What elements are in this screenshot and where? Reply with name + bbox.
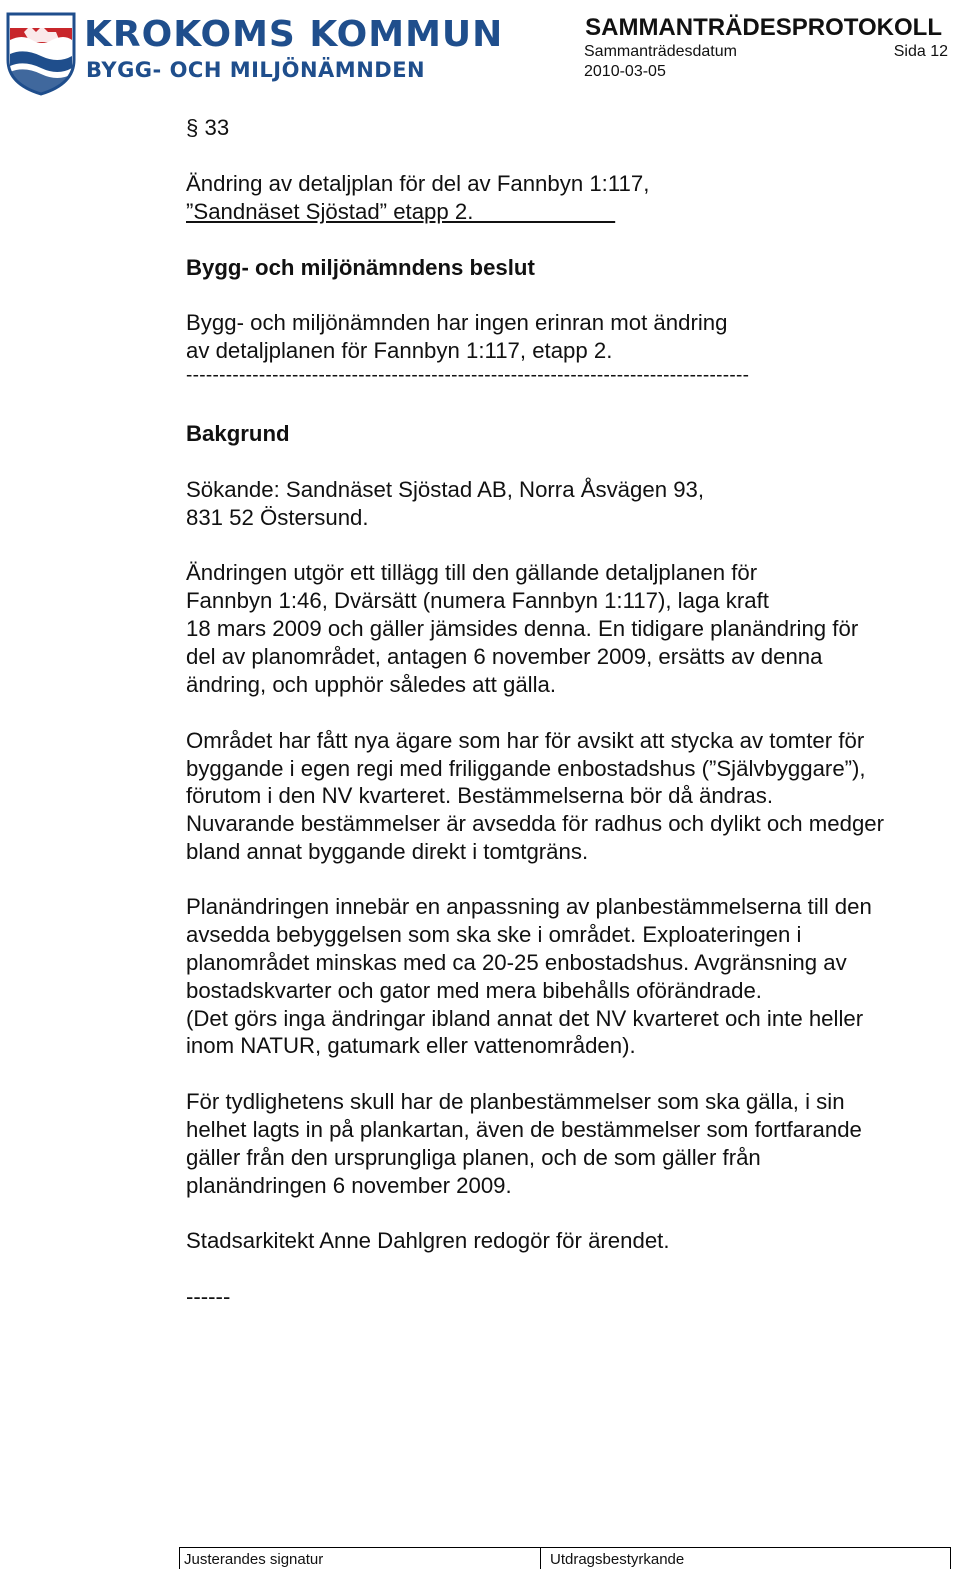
paragraph-3-line: inom NATUR, gatumark eller vattenområden). — [186, 1033, 636, 1058]
paragraph-2-line: Området har fått nya ägare som har för avsikt att stycka av tomter för — [186, 728, 865, 753]
org-name: KROKOMS KOMMUN — [84, 14, 504, 55]
decision-line-2: av detaljplanen för Fannbyn 1:117, etapp 2. — [186, 338, 613, 363]
extract-certification-label: Utdragsbestyrkande — [550, 1551, 685, 1568]
meeting-date: 2010-03-05 — [584, 63, 666, 80]
krokoms-kommun-logo — [4, 10, 504, 96]
applicant-line-1: Sökande: Sandnäset Sjöstad AB, Norra Åsvägen 93, — [186, 477, 705, 502]
paragraph-3-line: avsedda bebyggelsen som ska ske i området. Exploateringen i — [186, 922, 802, 947]
applicant-line-2: 831 52 Östersund. — [186, 505, 369, 530]
paragraph-4-line: gäller från den ursprungliga planen, och de som gäller från — [186, 1145, 761, 1170]
paragraph-2-line: förutom i den NV kvarteret. Bestämmelserna bör då ändras. — [186, 783, 774, 808]
background-heading: Bakgrund — [186, 421, 290, 446]
case-title-line-2: ”Sandnäset Sjöstad” etapp 2. — [186, 199, 616, 224]
paragraph-3-line: (Det görs inga ändringar ibland annat det NV kvarteret och inte heller — [186, 1006, 864, 1031]
paragraph-1-line: 18 mars 2009 och gäller jämsides denna. En tidigare planändring för — [186, 616, 859, 641]
paragraph-1-line: ändring, och upphör således att gälla. — [186, 672, 557, 697]
case-title-line-1: Ändring av detaljplan för del av Fannbyn 1:117, — [186, 171, 650, 196]
paragraph-3-line: bostadskvarter och gator med mera bibehålls oförändrade. — [186, 978, 762, 1003]
coat-of-arms-icon — [4, 10, 80, 96]
signature-label: Justerandes signatur — [184, 1551, 324, 1568]
paragraph-1-line: Ändringen utgör ett tillägg till den gällande detaljplanen för — [186, 560, 758, 585]
dash-separator: ------------------------------------------------------------------------------------- — [186, 365, 750, 386]
end-marker: ------ — [186, 1284, 231, 1309]
signature-footer — [179, 1547, 951, 1569]
decision-line-1: Bygg- och miljönämnden har ingen erinran mot ändring — [186, 310, 728, 335]
section-number: § 33 — [186, 115, 230, 140]
decision-heading: Bygg- och miljönämndens beslut — [186, 255, 535, 280]
paragraph-3-line: planområdet minskas med ca 20-25 enbostadshus. Avgränsning av — [186, 950, 847, 975]
meeting-date-label: Sammanträdesdatum — [584, 43, 737, 60]
paragraph-3-line: Planändringen innebär en anpassning av planbestämmelserna till den — [186, 894, 872, 919]
paragraph-1-line: del av planområdet, antagen 6 november 2009, ersätts av denna — [186, 644, 823, 669]
paragraph-4-line: För tydlighetens skull har de planbestämmelser som ska gälla, i sin — [186, 1089, 845, 1114]
paragraph-4-line: planändringen 6 november 2009. — [186, 1173, 512, 1198]
page-number: Sida 12 — [893, 43, 948, 60]
presenter-note: Stadsarkitekt Anne Dahlgren redogör för ärendet. — [186, 1228, 670, 1253]
paragraph-1-line: Fannbyn 1:46, Dvärsätt (numera Fannbyn 1:117), laga kraft — [186, 588, 769, 613]
paragraph-4-line: helhet lagts in på plankartan, även de bestämmelser som fortfarande — [186, 1117, 862, 1142]
document-title: SAMMANTRÄDESPROTOKOLL — [585, 14, 942, 41]
footer-divider — [540, 1548, 541, 1569]
paragraph-2-line: Nuvarande bestämmelser är avsedda för radhus och dylikt och medger — [186, 811, 885, 836]
paragraph-2-line: bland annat byggande direkt i tomtgräns. — [186, 839, 589, 864]
board-name: BYGG- OCH MILJÖNÄMNDEN — [86, 58, 426, 82]
paragraph-2-line: byggande i egen regi med friliggande enbostadshus (”Självbyggare”), — [186, 756, 866, 781]
